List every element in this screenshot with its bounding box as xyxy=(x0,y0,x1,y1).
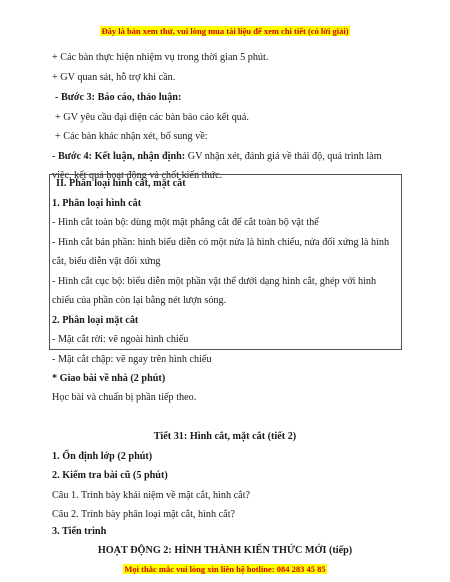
box-title: II. Phân loại hình cắt, mặt cắt xyxy=(56,178,186,189)
intro-line-1: + Các bàn thực hiện nhiệm vụ trong thời gian 5 phút. xyxy=(52,52,269,63)
box-heading-1: 1. Phân loại hình cắt xyxy=(52,198,142,209)
homework-text: Học bài và chuẩn bị phần tiếp theo. xyxy=(52,392,197,403)
question-2: Câu 2. Trình bày phân loại mặt cắt, hình cắt? xyxy=(52,509,236,520)
hotline-banner: Mọi thắc mắc vui lòng xin liên hệ hotline: 084 283 45 85 xyxy=(124,564,326,574)
step4-continuation: việc, kết quả hoạt động và chốt kiến thức. xyxy=(52,170,223,181)
lesson-title: Tiết 31: Hình cắt, mặt cắt (tiết 2) xyxy=(153,431,297,442)
box-item-1: - Hình cắt toàn bộ: dùng một mặt phẳng cắt để cắt toàn bộ vật thể xyxy=(52,217,319,228)
question-1: Câu 1. Trình bày khái niệm về mặt cắt, hình cắt? xyxy=(52,490,251,501)
box-item-3b: chiếu của phần còn lại bằng nét lượn sóng. xyxy=(52,295,227,306)
intro-line-4: + Các bàn khác nhận xét, bổ sung về: xyxy=(55,131,208,142)
step4-text: GV nhận xét, đánh giá về thái độ, quá trình làm xyxy=(185,151,382,162)
section-3: 3. Tiến trình xyxy=(52,526,107,537)
intro-line-2: + GV quan sát, hỗ trợ khi cần. xyxy=(52,72,176,83)
intro-line-3: + GV yêu cầu đại diện các bàn báo cáo kết quả. xyxy=(55,112,249,123)
section-2: 2. Kiểm tra bài cũ (5 phút) xyxy=(52,470,168,481)
box-item-5: - Mặt cắt chập: vẽ ngay trên hình chiếu xyxy=(52,354,212,365)
box-item-2a: - Hình cắt bán phần: hình biểu diễn có một nửa là hình chiếu, nửa đối xứng là hình xyxy=(52,237,390,248)
box-item-2b: cắt, biểu diễn vật đối xứng xyxy=(52,256,161,267)
box-item-4: - Mặt cắt rời: vẽ ngoài hình chiếu xyxy=(52,334,189,345)
section-1: 1. Ổn định lớp (2 phút) xyxy=(52,451,153,462)
preview-notice-banner: Đây là bản xem thử, vui lòng mua tài liệu để xem chi tiết (có lời giải) xyxy=(101,26,349,36)
box-heading-2: 2. Phân loại mặt cắt xyxy=(52,315,139,326)
box-item-3a: - Hình cắt cục bộ: biểu diễn một phần vật thể dưới dạng hình cắt, ghép với hình xyxy=(52,276,377,287)
step3-heading: - Bước 3: Báo cáo, thảo luận: xyxy=(55,92,182,103)
activity-heading: HOẠT ĐỘNG 2: HÌNH THÀNH KIẾN THỨC MỚI (tiếp) xyxy=(97,545,353,556)
homework-title: * Giao bài về nhà (2 phút) xyxy=(52,373,166,384)
step4-paragraph xyxy=(52,151,382,163)
step4-label: - Bước 4: Kết luận, nhận định: xyxy=(52,151,186,162)
